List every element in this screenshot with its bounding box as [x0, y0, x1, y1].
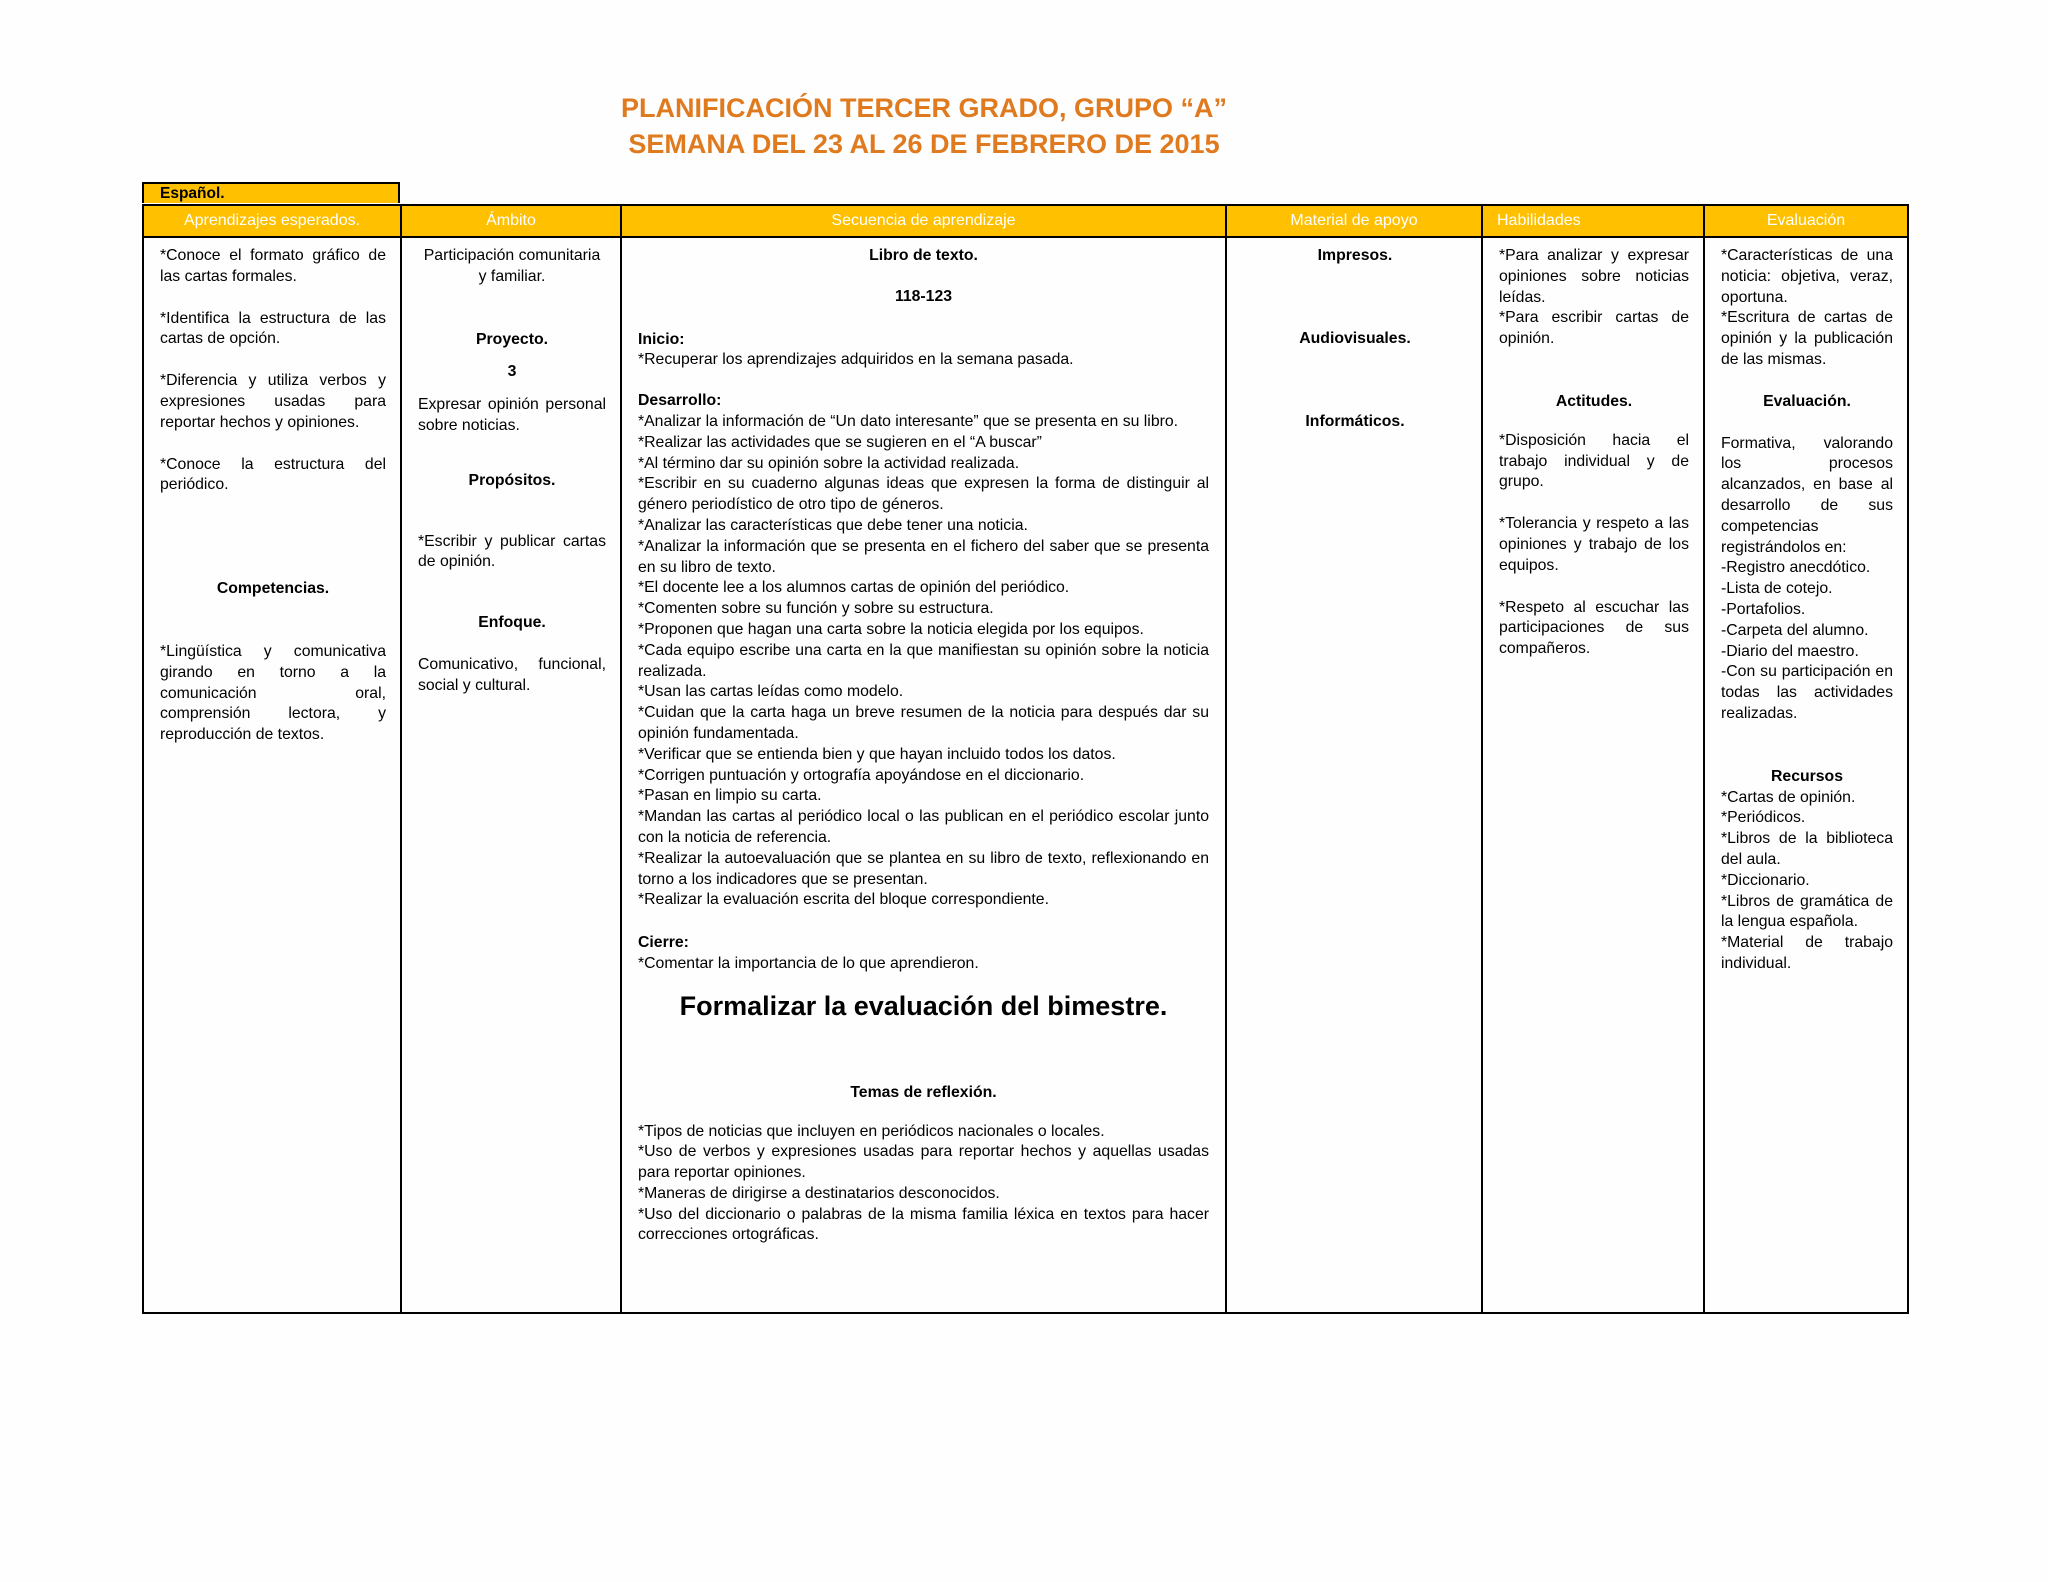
recurso-item: *Cartas de opinión.: [1721, 788, 1856, 806]
actitud-item: *Respeto al escuchar las participaciones de sus compañeros.: [1499, 598, 1689, 658]
desarrollo-item: *Corrigen puntuación y ortografía apoyándose en el diccionario.: [638, 766, 1085, 784]
desarrollo-item: *Cuidan que la carta haga un breve resumen de la noticia para después dar su opinión fundamentada.: [638, 704, 1209, 742]
tema-item: *Maneras de dirigirse a destinatarios desconocidos.: [638, 1184, 1000, 1202]
competencias-text: *Lingüística y comunicativa girando en torno a la comunicación oral, comprensión lectora, y reproducción de textos.: [160, 642, 386, 744]
cell-ambito: [401, 237, 621, 1313]
instrumento-item: -Con su participación en todas las actividades realizadas.: [1721, 663, 1893, 722]
recurso-item: *Diccionario.: [1721, 871, 1810, 889]
instrumento-item: -Portafolios.: [1721, 600, 1806, 618]
recurso-item: *Periódicos.: [1721, 809, 1806, 827]
aprendizaje-item: *Conoce el formato gráfico de las cartas formales.: [160, 247, 386, 285]
temas-heading: Temas de reflexión.: [850, 1083, 997, 1101]
cell-evaluacion: [1704, 237, 1908, 1313]
desarrollo-item: *Verificar que se entienda bien y que hayan incluido todos los datos.: [638, 745, 1116, 763]
col-header-secuencia: Secuencia de aprendizaje: [621, 205, 1226, 237]
col-header-habilidades: Habilidades: [1482, 205, 1704, 237]
document-title: [0, 90, 1848, 162]
planning-table: [142, 204, 1909, 1314]
col-header-evaluacion: Evaluación: [1704, 205, 1908, 237]
col-header-ambito: Ámbito: [401, 205, 621, 237]
recurso-item: *Libros de la biblioteca del aula.: [1721, 830, 1893, 868]
habilidad-item: *Para escribir cartas de opinión.: [1499, 309, 1689, 348]
recurso-item: *Libros de gramática de la lengua española.: [1721, 892, 1893, 931]
ambito-value: Participación comunitaria y familiar.: [423, 247, 601, 285]
tema-item: *Tipos de noticias que incluyen en periódicos nacionales o locales.: [638, 1122, 1105, 1140]
actitudes-heading: Actitudes.: [1555, 392, 1633, 410]
inicio-heading: Inicio:: [638, 330, 685, 348]
cell-aprendizajes: [143, 237, 401, 1313]
desarrollo-item: *Al término dar su opinión sobre la actividad realizada.: [638, 454, 1020, 472]
desarrollo-item: *Proponen que hagan una carta sobre la noticia elegida por los equipos.: [638, 620, 1144, 638]
col-header-aprendizajes: Aprendizajes esperados.: [143, 205, 401, 237]
recursos-heading: Recursos: [1771, 767, 1843, 785]
proyecto-text: Expresar opinión personal sobre noticias.: [418, 396, 606, 434]
propositos-heading: Propósitos.: [468, 471, 556, 489]
evaluacion-item: *Escritura de cartas de opinión y la publicación de las mismas.: [1721, 309, 1893, 368]
cell-habilidades: [1482, 237, 1704, 1313]
col-header-material: Material de apoyo: [1226, 205, 1482, 237]
desarrollo-item: *Mandan las cartas al periódico local o las publican en el periódico escolar junto con la noticia de referencia.: [638, 808, 1209, 846]
desarrollo-item: *Realizar las actividades que se sugieren en el “A buscar”: [638, 433, 1042, 451]
subject-label: Español.: [142, 182, 400, 203]
title-line-2: SEMANA DEL 23 AL 26 DE FEBRERO DE 2015: [628, 129, 1220, 159]
tema-item: *Uso de verbos y expresiones usadas para reportar hechos y aquellas usadas para reportar opiniones.: [638, 1143, 1209, 1182]
cell-secuencia: [621, 237, 1226, 1313]
recurso-item: *Material de trabajo individual.: [1721, 934, 1893, 972]
libro-pages: 118-123: [894, 287, 953, 305]
title-line-1: PLANIFICACIÓN TERCER GRADO, GRUPO “A”: [620, 93, 1227, 123]
desarrollo-item: *Analizar la información de “Un dato interesante” que se presenta en su libro.: [638, 412, 1179, 430]
material-informaticos: Informáticos.: [1305, 412, 1405, 430]
desarrollo-item: *Pasan en limpio su carta.: [638, 787, 822, 805]
aprendizaje-item: *Diferencia y utiliza verbos y expresiones usadas para reportar hechos y opiniones.: [160, 372, 386, 431]
instrumento-item: -Diario del maestro.: [1721, 642, 1859, 660]
instrumento-item: -Lista de cotejo.: [1721, 580, 1833, 598]
aprendizaje-item: *Conoce la estructura del periódico.: [160, 455, 386, 494]
propositos-text: *Escribir y publicar cartas de opinión.: [418, 532, 606, 571]
evaluacion-item: *Características de una noticia: objetiva, veraz, oportuna.: [1721, 247, 1893, 306]
evaluacion-heading: Evaluación.: [1763, 392, 1851, 410]
cierre-heading: Cierre:: [638, 934, 689, 952]
desarrollo-item: *Analizar la información que se presenta en el fichero del saber que se presenta en su libro de texto.: [638, 537, 1209, 576]
libro-heading: Libro de texto.: [869, 247, 978, 264]
desarrollo-item: *Comenten sobre su función y sobre su estructura.: [638, 600, 994, 618]
habilidad-item: *Para analizar y expresar opiniones sobre noticias leídas.: [1499, 247, 1689, 306]
desarrollo-heading: Desarrollo:: [638, 392, 722, 410]
tema-item: *Uso del diccionario o palabras de la misma familia léxica en textos para hacer correcciones ortográficas.: [638, 1205, 1209, 1244]
desarrollo-item: *Cada equipo escribe una carta en la que manifiestan su opinión sobre la noticia realizada.: [638, 641, 1209, 680]
proyecto-number: 3: [507, 363, 517, 381]
proyecto-heading: Proyecto.: [476, 330, 548, 348]
desarrollo-item: *Realizar la autoevaluación que se plantea en su libro de texto, reflexionando en torno a los indicadores que se presentan.: [638, 849, 1209, 888]
instrumento-item: -Carpeta del alumno.: [1721, 621, 1869, 639]
content-row: [143, 237, 1908, 1313]
competencias-heading: Competencias.: [216, 580, 330, 598]
aprendizaje-item: *Identifica la estructura de las cartas de opción.: [160, 309, 386, 348]
inicio-text: *Recuperar los aprendizajes adquiridos en la semana pasada.: [638, 351, 1074, 369]
material-impresos: Impresos.: [1317, 247, 1393, 264]
material-audiovisuales: Audiovisuales.: [1299, 329, 1411, 347]
cell-material: [1226, 237, 1482, 1313]
desarrollo-item: *Realizar la evaluación escrita del bloque correspondiente.: [638, 891, 1049, 909]
header-row: [143, 205, 1908, 237]
desarrollo-item: *Analizar las características que debe tener una noticia.: [638, 516, 1028, 534]
cierre-text: *Comentar la importancia de lo que aprendieron.: [638, 954, 979, 972]
instrumento-item: -Registro anecdótico.: [1721, 559, 1871, 577]
desarrollo-item: *El docente lee a los alumnos cartas de opinión del periódico.: [638, 579, 1070, 597]
desarrollo-item: *Escribir en su cuaderno algunas ideas que expresen la forma de distinguir al género periodístico de otro tipo de géneros.: [638, 475, 1209, 514]
enfoque-heading: Enfoque.: [478, 614, 546, 632]
formalizar-evaluacion: Formalizar la evaluación del bimestre.: [679, 990, 1168, 1021]
evaluacion-text: Formativa, valorando los procesos alcanzados, en base al desarrollo de sus competencias registrándolos en:: [1721, 434, 1893, 556]
enfoque-text: Comunicativo, funcional, social y cultural.: [418, 655, 606, 694]
actitud-item: *Disposición hacia el trabajo individual y de grupo.: [1499, 431, 1689, 491]
actitud-item: *Tolerancia y respeto a las opiniones y trabajo de los equipos.: [1499, 515, 1689, 574]
desarrollo-item: *Usan las cartas leídas como modelo.: [638, 683, 904, 701]
